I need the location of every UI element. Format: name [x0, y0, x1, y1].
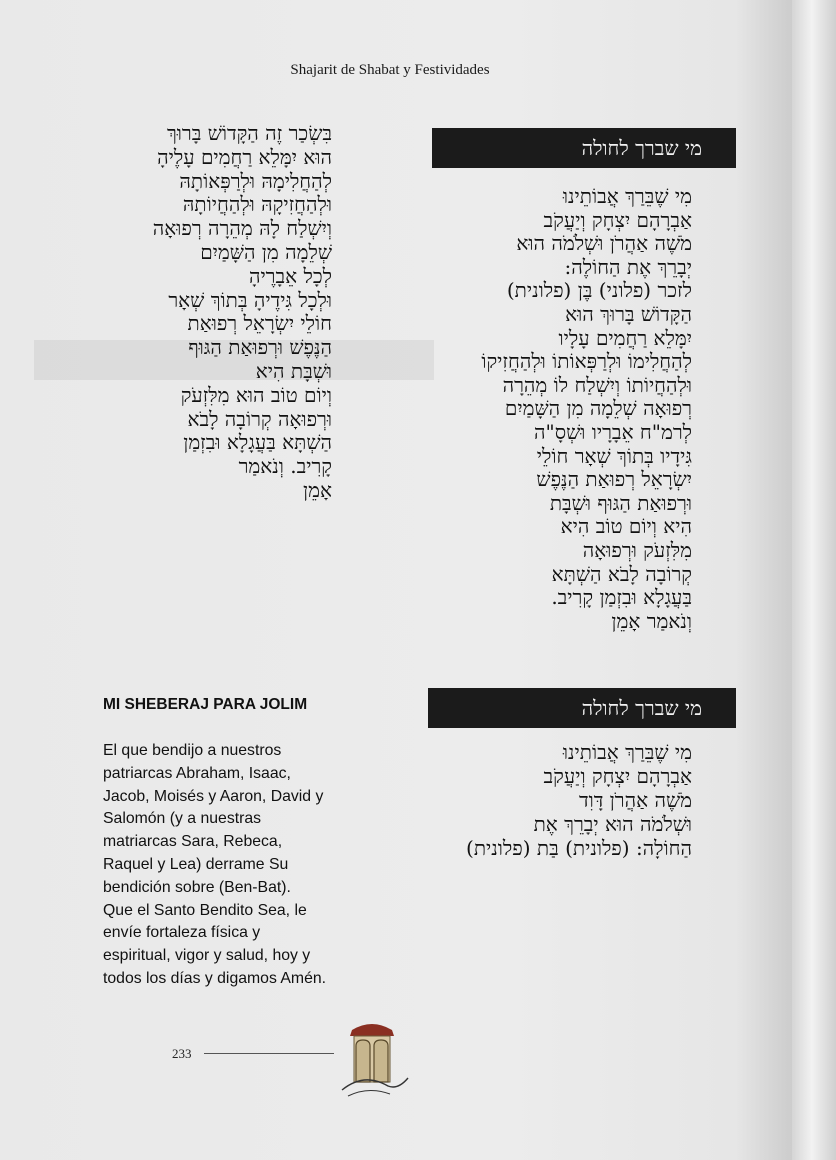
- spanish-line: Raquel y Lea) derrame Su: [103, 855, 289, 873]
- section-title-bar-2: מי שברך לחולה: [428, 688, 736, 728]
- hebrew-line: בִּשְׂכַר זֶה הַקָּדוֹשׁ בָּרוּךְ: [166, 121, 332, 145]
- footer-rule: [204, 1053, 334, 1054]
- hebrew-line: וּרְפוּאָה קְרוֹבָה לָבֹא: [187, 406, 332, 431]
- spanish-line: bendición sobre (Ben-Bat).: [103, 878, 291, 896]
- hebrew-line: וּרְפוּאַת הַגּוּף וּשְׁבָּת: [549, 490, 692, 515]
- hebrew-line: לְהַחֲלִימָהּ וּלְרַפְּאוֹתָהּ: [179, 168, 332, 193]
- hebrew-line: מִי שֶׁבֵּרַךְ אֲבוֹתֵינוּ: [562, 184, 692, 208]
- spanish-line: El que bendijo a nuestros: [103, 742, 282, 759]
- spanish-line: envíe fortaleza física y: [103, 924, 261, 942]
- hebrew-line: וּלְהַחֲזִיקָהּ וּלְהַחֲיוֹתָהּ: [182, 192, 332, 217]
- hebrew-line: וְנֹאמַר אָמֵן: [611, 608, 692, 633]
- left-hebrew-text: [96, 122, 332, 503]
- hebrew-line: הַקָּדוֹשׁ בָּרוּךְ הוּא: [565, 301, 692, 326]
- hebrew-line: חוֹלֵי יִשְׂרָאֵל רְפוּאַת: [187, 311, 332, 336]
- hebrew-line: הַשְׁתָּא בַּעֲגָלָא וּבִזְמַן: [183, 430, 332, 455]
- spanish-line: Jacob, Moisés y Aaron, David y: [103, 787, 324, 805]
- spanish-translation: [103, 740, 365, 991]
- spanish-line: Que el Santo Bendito Sea, le: [103, 901, 307, 919]
- hebrew-line: יִמָּלֵא רַחֲמִים עָלָיו: [558, 325, 692, 350]
- hebrew-line: וּשְׁלֹמֹה הוּא יְבָרֵךְ אֶת: [533, 812, 692, 836]
- prayer-text-female: [428, 740, 692, 860]
- book-spine-shadow: [792, 0, 836, 1160]
- hebrew-line: יְבָרֵךְ אֶת הַחוֹלֶה:: [564, 254, 692, 279]
- hebrew-line: וּלְהַחֲיוֹתוֹ וְיִשְׁלַח לוֹ מְהֵרָה: [502, 372, 692, 397]
- hebrew-line: שְׁלֵמָה מִן הַשָּׁמַיִם: [200, 239, 332, 264]
- spanish-line: Salomón (y a nuestras: [103, 810, 262, 828]
- hebrew-line: וְיוֹם טוֹב הוּא מִלִּזְעֹק: [180, 382, 332, 407]
- hebrew-line: הַחוֹלָה: (פלונית) בַּת (פלונית): [466, 836, 692, 860]
- hebrew-line: לזכר (פלוני) בֶּן (פלונית): [506, 278, 692, 303]
- hebrew-line: מֹשֶׁה אַהֲרֹן וּשְׁלֹמֹה הוּא: [516, 231, 692, 256]
- hebrew-line: אַבְרָהָם יִצְחָק וְיַעֲקֹב: [543, 207, 692, 232]
- spanish-line: todos los días y digamos Amén.: [103, 969, 327, 987]
- spanish-line: matriarcas Sara, Rebeca,: [103, 833, 283, 851]
- spanish-heading: MI SHEBERAJ PARA JOLIM: [103, 696, 308, 713]
- hebrew-line: אַבְרָהָם יִצְחָק וְיַעֲקֹב: [543, 764, 692, 788]
- page-number: 233: [172, 1046, 192, 1061]
- hebrew-line: בַּעֲגָלָא וּבִזְמַן קָרִיב.: [551, 585, 692, 610]
- hebrew-line: קָרִיב. וְנֹאמַר: [238, 454, 332, 479]
- hebrew-line: הוּא יִמָּלֵא רַחֲמִים עָלֶיהָ: [157, 144, 332, 169]
- hebrew-line: מֹשֶׁה אַהֲרֹן דָּוִד: [578, 788, 692, 812]
- hebrew-line: וּשְׁבָּת הִיא: [255, 358, 332, 383]
- hebrew-line: הַנֶּפֶשׁ וּרְפוּאַת הַגּוּף: [188, 335, 332, 360]
- tablets-of-law-icon: [334, 1016, 412, 1100]
- hebrew-line: וּלְכָל גִּידֶיהָ בְּתוֹךְ שְׁאָר: [168, 287, 332, 312]
- hebrew-line: לְכָל אֵבָרֶיהָ: [248, 263, 332, 288]
- prayer-text-male: [428, 185, 692, 633]
- hebrew-line: קְרוֹבָה לָבֹא הַשְׁתָּא: [551, 561, 692, 586]
- hebrew-line: לְהַחֲלִימוֹ וּלְרַפְּאוֹתוֹ וּלְהַחֲזִיקוֹ: [481, 349, 692, 374]
- section-title-bar-1: מי שברך לחולה: [432, 128, 736, 168]
- running-head: Shajarit de Shabat y Festividades: [290, 62, 490, 78]
- hebrew-line: מִלִּזְעֹק וּרְפוּאָה: [582, 537, 692, 562]
- hebrew-line: לְרמ"ח אֵבָרָיו וּשְׁסָ"ה: [534, 419, 692, 444]
- hebrew-line: גִּידָיו בְּתוֹךְ שְׁאָר חוֹלֵי: [536, 443, 692, 468]
- hebrew-line: הִיא וְיוֹם טוֹב הִיא: [560, 514, 692, 539]
- hebrew-line: מִי שֶׁבֵּרַךְ אֲבוֹתֵינוּ: [562, 740, 692, 764]
- hebrew-line: וְיִשְׁלַח לָהּ מְהֵרָה רְפוּאָה: [152, 216, 332, 241]
- hebrew-line: אָמֵן: [303, 477, 332, 502]
- hebrew-line: רְפוּאָה שְׁלֵמָה מִן הַשָּׁמַיִם: [504, 396, 692, 421]
- spanish-line: patriarcas Abraham, Isaac,: [103, 764, 291, 782]
- hebrew-line: יִשְׂרָאֵל רְפוּאַת הַנֶּפֶשׁ: [536, 467, 692, 492]
- spanish-line: espiritual, vigor y salud, hoy y: [103, 947, 311, 965]
